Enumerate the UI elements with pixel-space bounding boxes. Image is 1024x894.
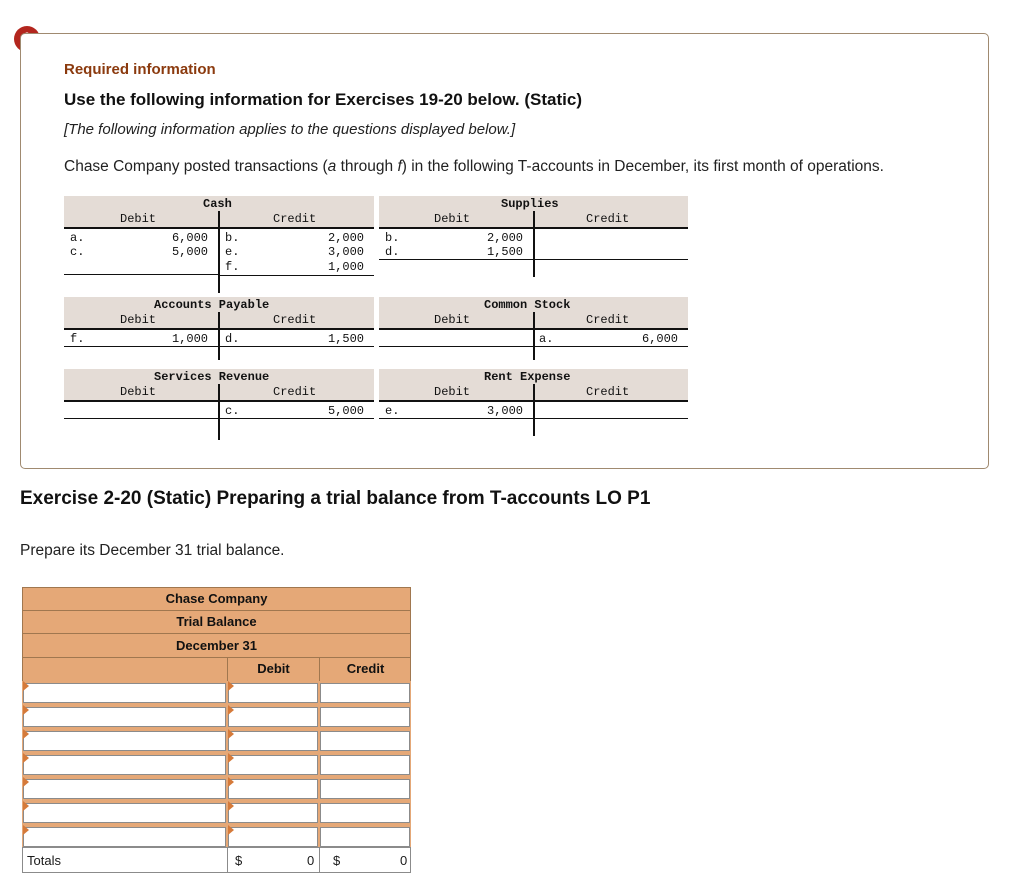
t-title: Cash [203,197,232,211]
t-title: Accounts Payable [154,298,270,312]
account-title-input[interactable] [23,755,226,775]
t-ref: b. [385,231,400,245]
t-ref: d. [385,245,400,259]
tb-date: December 31 [22,633,411,658]
credit-total: 0 [400,853,408,868]
intro-text: Chase Company posted transactions (a through f) in the following T-accounts in December, its first month of operations. [64,158,884,175]
debit-amount-input[interactable] [228,827,318,847]
t-amount: 5,000 [172,245,209,259]
credit-amount-input[interactable] [320,707,410,727]
credit-amount-input[interactable] [320,803,410,823]
required-info-heading: Required information [64,61,216,78]
account-title-input[interactable] [23,707,226,727]
account-title-input[interactable] [23,683,226,703]
t-credit-header: Credit [273,313,317,327]
debit-amount-input[interactable] [228,683,318,703]
debit-amount-input[interactable] [228,803,318,823]
credit-amount-input[interactable] [320,827,410,847]
tb-title: Trial Balance [22,610,411,634]
dropdown-marker-icon [23,753,29,763]
t-ref: e. [225,245,240,259]
credit-currency-symbol: $ [333,853,341,868]
tb-debit-header: Debit [257,661,290,676]
t-debit-header: Debit [434,313,471,327]
account-title-input[interactable] [23,827,226,847]
prepare-instruction: Prepare its December 31 trial balance. [20,542,285,559]
t-amount: 2,000 [328,231,365,245]
totals-label: Totals [27,853,61,868]
dropdown-marker-icon [23,801,29,811]
t-amount: 3,000 [487,404,524,418]
t-amount: 1,000 [328,260,365,274]
tb-totals-row [22,847,411,873]
t-credit-header: Credit [586,313,630,327]
dropdown-marker-icon [228,681,234,691]
tb-entry-row [22,777,411,801]
t-amount: 5,000 [328,404,365,418]
credit-amount-input[interactable] [320,779,410,799]
t-amount: 6,000 [642,332,679,346]
account-title-input[interactable] [23,779,226,799]
t-debit-header: Debit [120,313,157,327]
credit-amount-input[interactable] [320,731,410,751]
dropdown-marker-icon [23,705,29,715]
debit-amount-input[interactable] [228,731,318,751]
t-title: Services Revenue [154,370,270,384]
exercise-title: Exercise 2-20 (Static) Preparing a trial balance from T-accounts LO P1 [20,488,651,509]
dropdown-marker-icon [228,801,234,811]
t-ref: b. [225,231,240,245]
t-ref: e. [385,404,400,418]
t-amount: 2,000 [487,231,524,245]
t-amount: 3,000 [328,245,365,259]
tb-column-header-row [22,657,411,682]
t-credit-header: Credit [586,385,630,399]
t-title: Supplies [501,197,559,211]
tb-entry-row [22,753,411,777]
dropdown-marker-icon [23,825,29,835]
t-ref: a. [70,231,85,245]
t-ref: a. [539,332,554,346]
t-ref: f. [225,260,240,274]
t-title: Rent Expense [484,370,571,384]
credit-amount-input[interactable] [320,755,410,775]
use-following-heading: Use the following information for Exercises 19-20 below. (Static) [64,90,582,109]
t-amount: 1,500 [487,245,524,259]
t-amount: 1,500 [328,332,365,346]
credit-amount-input[interactable] [320,683,410,703]
dropdown-marker-icon [228,825,234,835]
t-debit-header: Debit [434,385,471,399]
debit-currency-symbol: $ [235,853,243,868]
t-ref: c. [70,245,85,259]
t-credit-header: Credit [273,212,317,226]
tb-credit-header: Credit [346,661,385,676]
dropdown-marker-icon [23,777,29,787]
account-title-input[interactable] [23,731,226,751]
account-title-input[interactable] [23,803,226,823]
t-ref: d. [225,332,240,346]
t-ref: f. [70,332,85,346]
tb-entry-row [22,705,411,729]
debit-amount-input[interactable] [228,755,318,775]
tb-entry-row [22,681,411,705]
t-amount: 1,000 [172,332,209,346]
t-ref: c. [225,404,240,418]
dropdown-marker-icon [23,729,29,739]
t-credit-header: Credit [586,212,630,226]
tb-company-name: Chase Company [22,587,411,611]
dropdown-marker-icon [23,681,29,691]
debit-total: 0 [307,853,315,868]
tb-entry-row [22,801,411,825]
dropdown-marker-icon [228,705,234,715]
t-credit-header: Credit [273,385,317,399]
debit-amount-input[interactable] [228,707,318,727]
tb-entry-row [22,729,411,753]
applies-note: [The following information applies to the questions displayed below.] [64,121,516,138]
t-debit-header: Debit [434,212,471,226]
tb-entry-row [22,825,411,849]
dropdown-marker-icon [228,729,234,739]
t-debit-header: Debit [120,385,157,399]
t-amount: 6,000 [172,231,209,245]
t-debit-header: Debit [120,212,157,226]
dropdown-marker-icon [228,753,234,763]
t-title: Common Stock [484,298,571,312]
debit-amount-input[interactable] [228,779,318,799]
dropdown-marker-icon [228,777,234,787]
